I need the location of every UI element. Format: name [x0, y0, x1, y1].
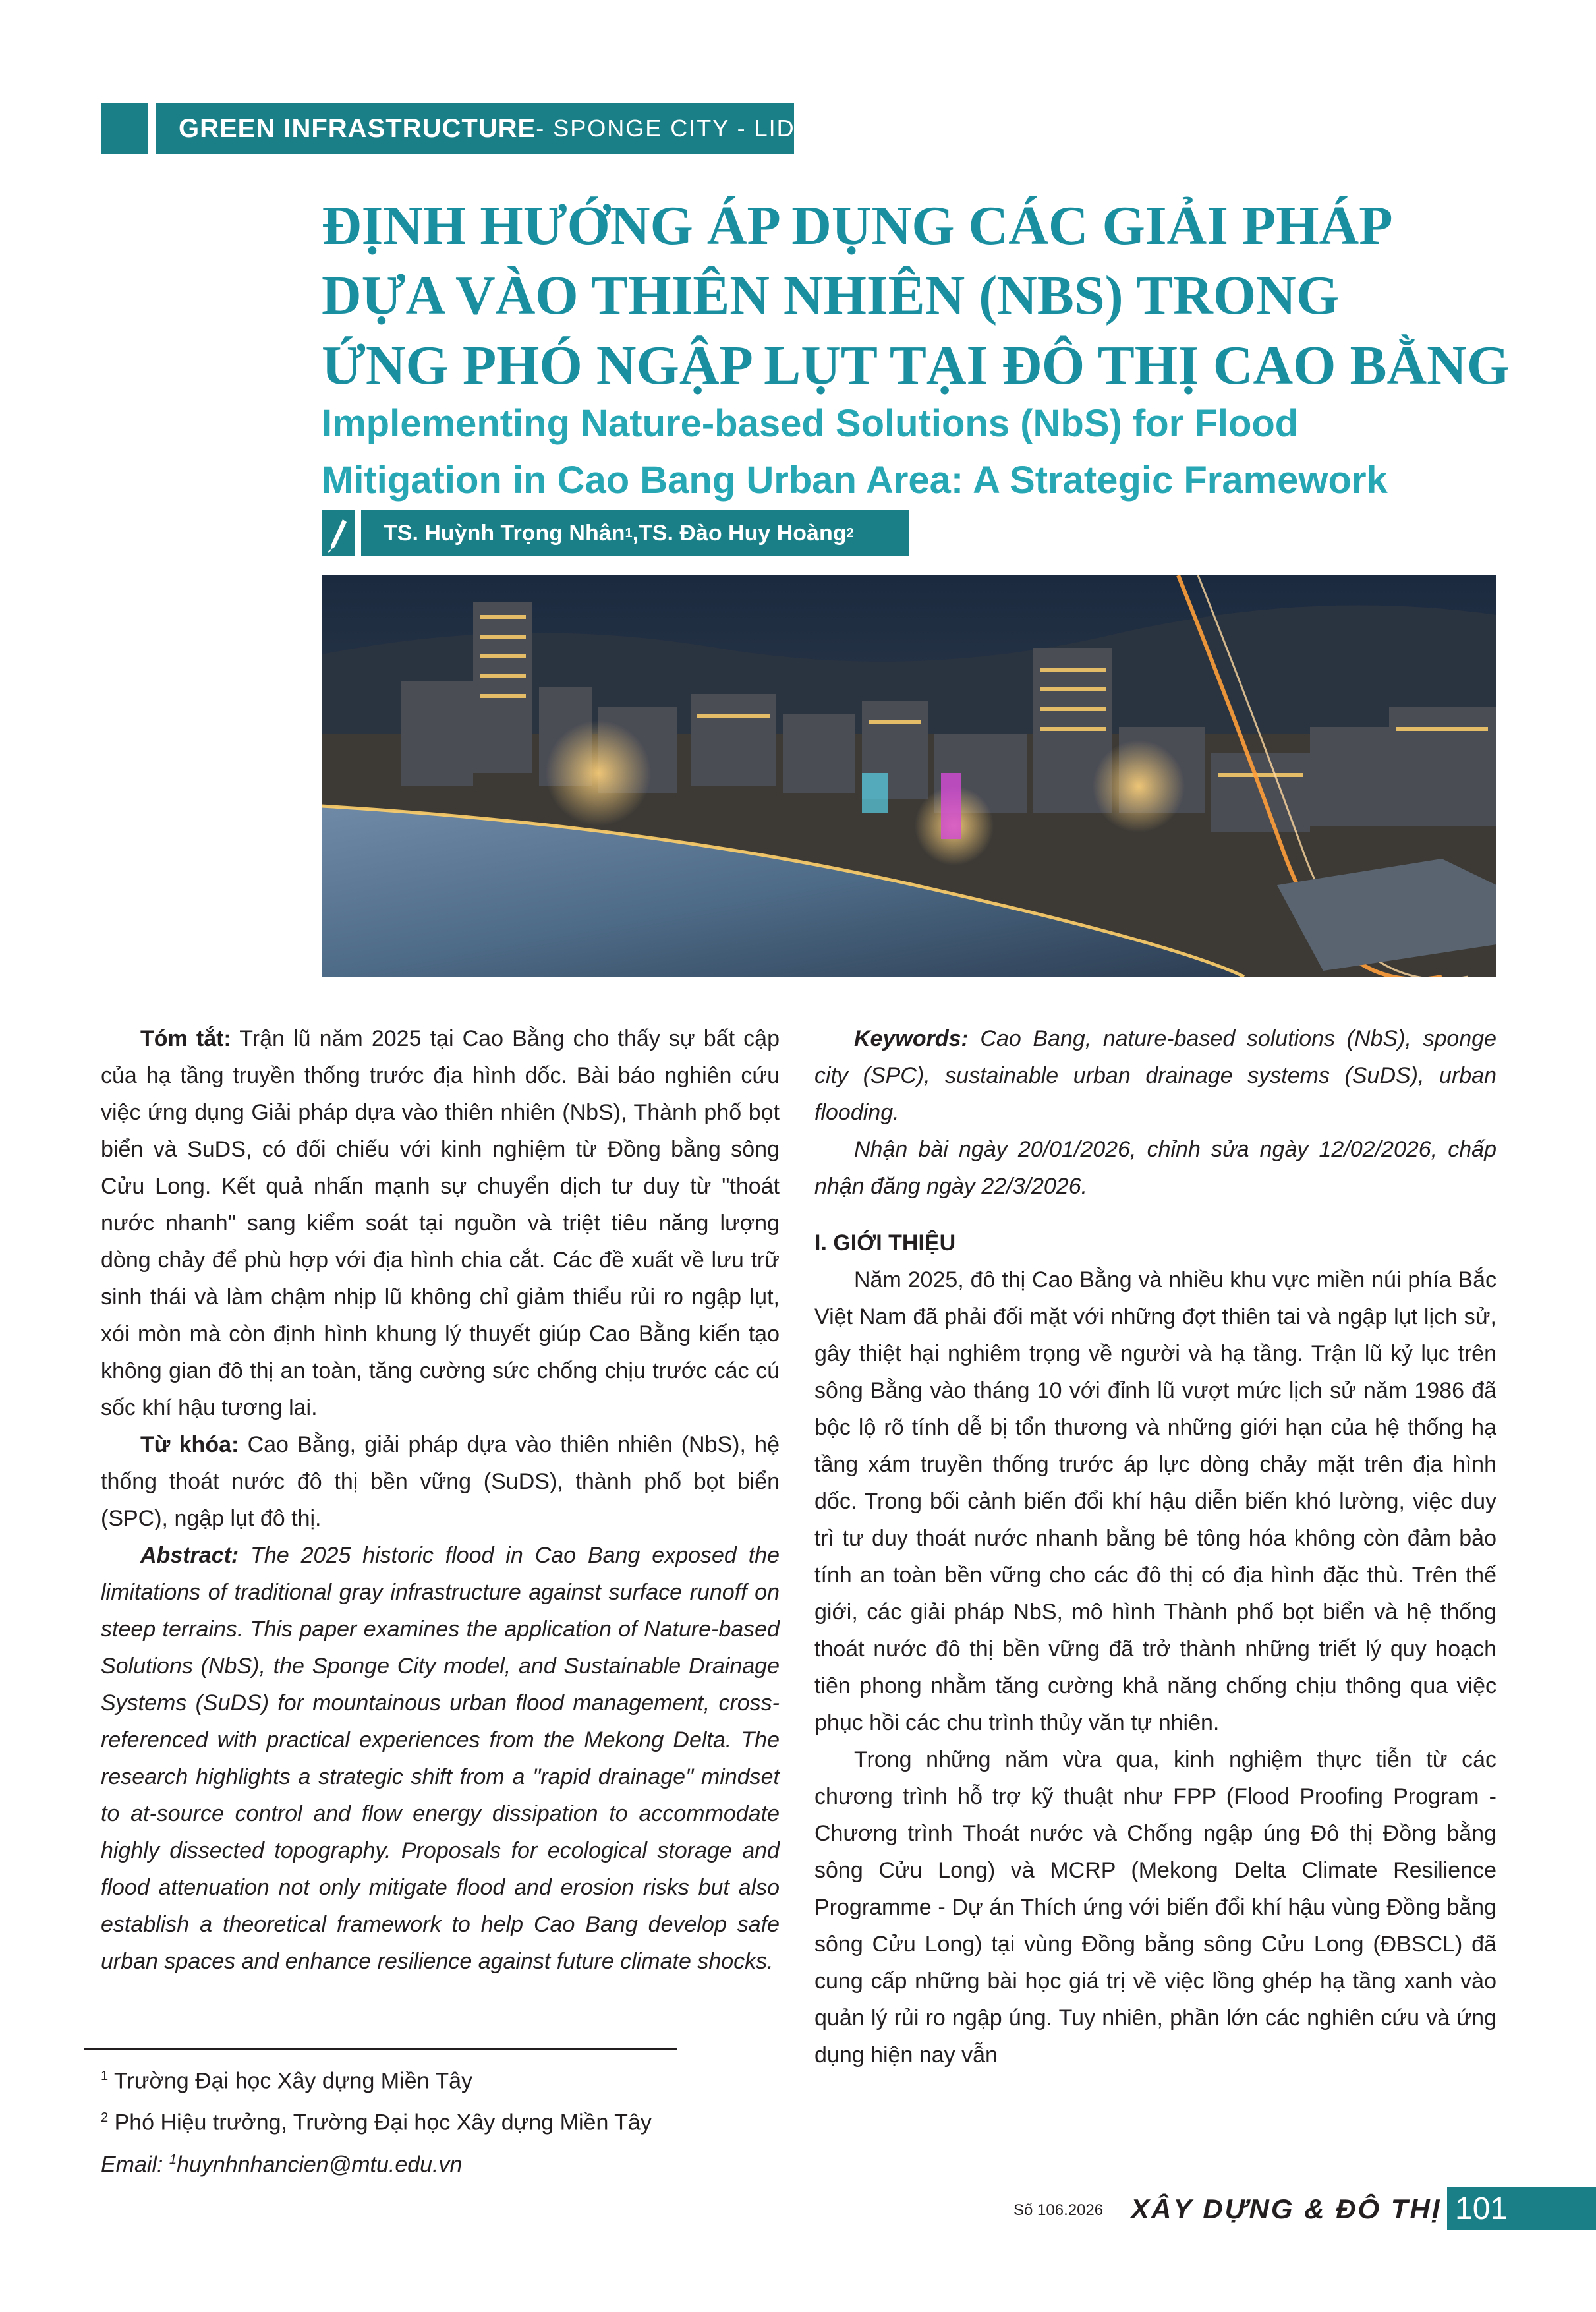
footnote-2-mark: 2: [101, 2110, 109, 2125]
title-vi-line: ỨNG PHÓ NGẬP LỤT TẠI ĐÔ THỊ CAO BẰNG: [322, 335, 1510, 396]
right-column: [814, 1020, 1496, 2073]
email-label: Email:: [101, 2151, 169, 2177]
section-heading-introduction: I. GIỚI THIỆU: [814, 1230, 956, 1256]
section-header-bold: GREEN INFRASTRUCTURE: [179, 113, 536, 143]
title-en-line: Implementing Nature-based Solutions (NbS) for Flood: [322, 402, 1299, 445]
keywords-vi: [101, 1426, 780, 1537]
author-2-affiliation: 2: [846, 525, 854, 540]
header-accent-square: [101, 103, 148, 154]
pen-icon: [322, 510, 355, 556]
author-separator: ,: [632, 520, 639, 546]
abstract-en-label: Abstract:: [140, 1543, 239, 1568]
keywords-en-label: Keywords:: [854, 1026, 969, 1051]
left-column: [101, 1020, 780, 1980]
title-en-line: Mitigation in Cao Bang Urban Area: A Strategic Framework: [322, 459, 1388, 502]
footnote-divider: [84, 2048, 677, 2050]
keywords-en-text: Cao Bang, nature-based solutions (NbS), sponge city (SPC), sustainable urban drainage systems (SuDS), urban flooding.: [814, 1026, 1496, 1125]
submission-dates: Nhận bài ngày 20/01/2026, chỉnh sửa ngày 12/02/2026, chấp nhận đăng ngày 22/3/2026.: [814, 1137, 1496, 1199]
author-line: [361, 510, 909, 556]
email-address: huynhnhancien@mtu.edu.vn: [177, 2151, 463, 2177]
footnote-email: [101, 2141, 760, 2183]
footnote-1-mark: 1: [101, 2069, 109, 2083]
keywords-en: [814, 1020, 1496, 1131]
section-header-band: [156, 103, 794, 154]
article-title-vi: [322, 191, 1547, 401]
issue-number: Số 106.2026: [1013, 2201, 1104, 2219]
footnote-1: [101, 2058, 760, 2099]
author-1-affiliation: 1: [625, 525, 633, 540]
page-number: 101: [1447, 2187, 1596, 2230]
title-vi-line: ĐỊNH HƯỚNG ÁP DỤNG CÁC GIẢI PHÁP: [322, 195, 1393, 256]
footnote-2: [101, 2099, 760, 2141]
footnote-1-text: Trường Đại học Xây dựng Miền Tây: [108, 2068, 473, 2094]
abstract-en: [101, 1537, 780, 1980]
summary-vi-label: Tóm tắt:: [140, 1026, 231, 1051]
keywords-vi-text: Cao Bằng, giải pháp dựa vào thiên nhiên (NbS), hệ thống thoát nước đô thị bền vững (SuDS), thành phố bọt biển (SPC), ngập lụt đô thị.: [101, 1432, 780, 1531]
cao-bang-night-city-photo: [322, 575, 1496, 977]
author-2: TS. Đào Huy Hoàng: [639, 520, 847, 546]
introduction-paragraph-1: Năm 2025, đô thị Cao Bằng và nhiều khu vực miền núi phía Bắc Việt Nam đã phải đối mặt với những đợt thiên tai và ngập lụt lịch sử, gây thiệt hại nghiêm trọng về người và hạ tầng. Trận lũ kỷ lục trên sông Bằng vào tháng 10 với đỉnh lũ vượt mức lịch sử năm 1986 đã bộc lộ rõ tính dễ bị tổn thương và những giới hạn của hệ thống hạ tầng xám truyền thống trước áp lực dòng chảy mặt trên địa hình dốc. Trong bối cảnh biến đổi khí hậu diễn biến khó lường, việc duy trì tư duy thoát nước nhanh bằng bê tông hóa không còn đảm bảo tính an toàn bền vững cho các đô thị có địa hình đặc thù. Trên thế giới, các giải pháp NbS, mô hình Thành phố bọt biển và hệ thống thoát nước đô thị bền vững đã trở thành những triết lý quy hoạch tiên phong nhằm tăng cường khả năng chống chịu thông qua việc phục hồi các chu trình thủy văn tự nhiên.: [814, 1267, 1496, 1735]
summary-vi: [101, 1020, 780, 1426]
keywords-vi-label: Từ khóa:: [140, 1432, 239, 1457]
abstract-en-text: The 2025 historic flood in Cao Bang exposed the limitations of traditional gray infrastructure against surface runoff on steep terrains. This paper examines the application of Nature-based Solutions (NbS), the Sponge City model, and Sustainable Drainage Systems (SuDS) for mountainous urban flood management, cross-referenced with practical experiences from the Mekong Delta. The research highlights a strategic shift from a "rapid drainage" mindset to at-source control and flow energy dissipation to accommodate highly dissected topography. Proposals for ecological storage and flood attenuation not only mitigate flood and erosion risks but also establish a theoretical framework to help Cao Bang develop safe urban spaces and enhance resilience against future climate shocks.: [101, 1543, 780, 1974]
footnotes: [101, 2058, 760, 2183]
author-1: TS. Huỳnh Trọng Nhân: [384, 520, 625, 546]
footnote-2-text: Phó Hiệu trưởng, Trường Đại học Xây dựng Miền Tây: [108, 2110, 652, 2135]
magazine-brand: XÂY DỰNG & ĐÔ THỊ: [1131, 2193, 1442, 2224]
summary-vi-text: Trận lũ năm 2025 tại Cao Bằng cho thấy sự bất cập của hạ tầng truyền thống trước địa hình dốc. Bài báo nghiên cứu việc ứng dụng Giải pháp dựa vào thiên nhiên (NbS), Thành phố bọt biển và SuDS, có đối chiếu với kinh nghiệm từ Đồng bằng sông Cửu Long. Kết quả nhấn mạnh sự chuyển dịch tư duy từ "thoát nước nhanh" sang kiểm soát tại nguồn và triệt tiêu năng lượng dòng chảy để phù hợp với địa hình chia cắt. Các đề xuất về lưu trữ sinh thái và làm chậm nhịp lũ không chỉ giảm thiểu rủi ro ngập lụt, xói mòn mà còn định hình khung lý thuyết giúp Cao Bằng kiến tạo không gian đô thị an toàn, tăng cường sức chống chịu trước các cú sốc khí hậu tương lai.: [101, 1026, 780, 1420]
email-mark: 1: [169, 2152, 177, 2167]
article-title-en: [322, 395, 1547, 509]
section-header-rest: - SPONGE CITY - LID: [536, 115, 795, 142]
introduction-paragraph-2: Trong những năm vừa qua, kinh nghiệm thực tiễn từ các chương trình hỗ trợ kỹ thuật như FPP (Flood Proofing Program - Chương trình Thoát nước và Chống ngập úng Đô thị Đồng bằng sông Cửu Long) và MCRP (Mekong Delta Climate Resilience Programme - Dự án Thích ứng với biến đổi khí hậu vùng Đồng bằng sông Cửu Long) tại vùng Đồng bằng sông Cửu Long (ĐBSCL) đã cung cấp những bài học giá trị về việc lồng ghép hạ tầng xanh vào quản lý rủi ro ngập úng. Tuy nhiên, phần lớn các nghiên cứu và ứng dụng hiện nay vẫn: [814, 1747, 1496, 2067]
title-vi-line: DỰA VÀO THIÊN NHIÊN (NBS) TRONG: [322, 265, 1340, 326]
